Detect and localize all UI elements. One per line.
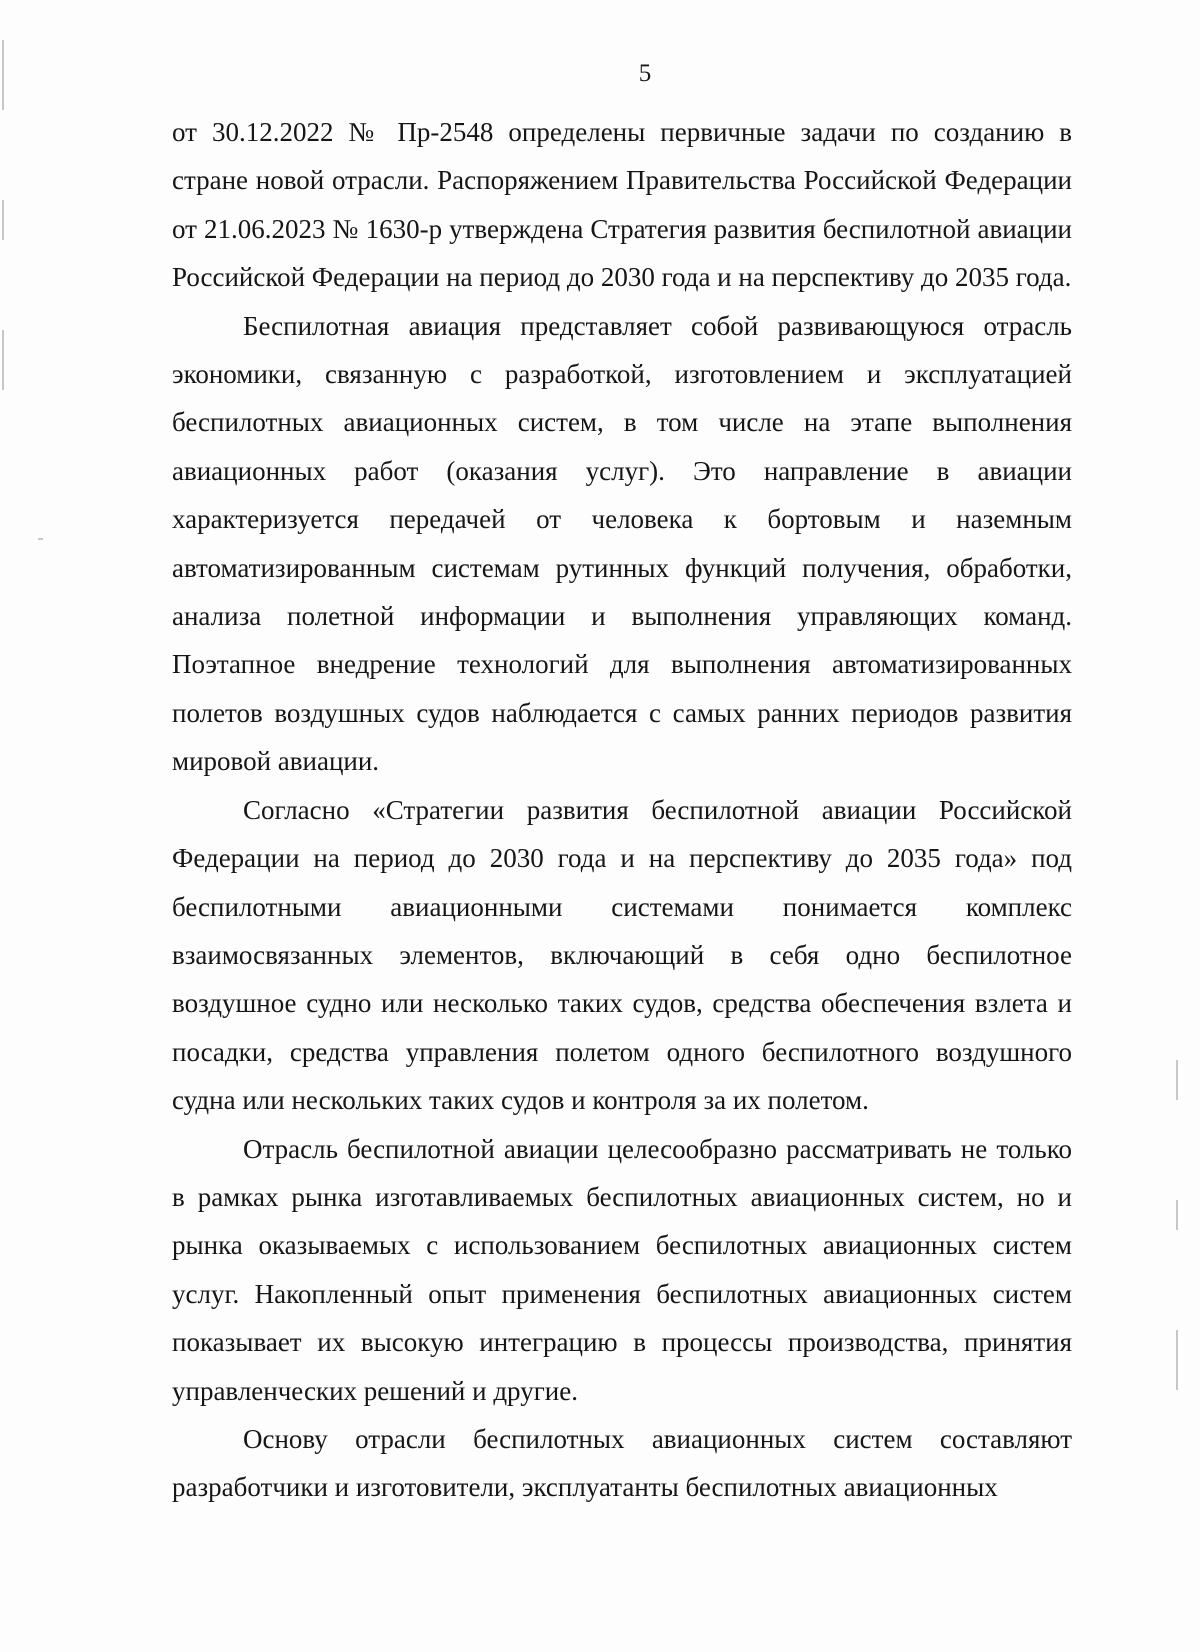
page-number: 5	[638, 60, 652, 87]
paragraph: Согласно «Стратегии развития беспилотной авиации Российской Федерации на период до 2030 года и на перспективу до 2035 года» под беспилотными авиационными системами понимается комплекс взаимосвязанных элементов, включающий в себя одно беспилотное воздушное судно или несколько таких судов, средства обеспечения взлета и посадки, средства управления полетом одного беспилотного воздушного судна или нескольких таких судов и контроля за их полетом.	[172, 794, 1072, 1116]
paragraph: Отрасль беспилотной авиации целесообразно рассматривать не только в рамках рынка изготавливаемых беспилотных авиационных систем, но и рынка оказываемых с использованием беспилотных авиационных систем услуг. Накопленный опыт применения беспилотных авиационных систем показывает их высокую интеграцию в процессы производства, принятия управленческих решений и другие.	[172, 1133, 1072, 1406]
scan-edge-mark	[2, 200, 4, 240]
scan-edge-mark	[1176, 1330, 1178, 1390]
scan-edge-mark	[38, 538, 43, 540]
scan-edge-mark	[1176, 1060, 1178, 1100]
scan-edge-mark	[1176, 1200, 1178, 1230]
paragraph: от 30.12.2022 № Пр-2548 определены первичные задачи по созданию в стране новой отрасли. Распоряжением Правительства Российской Федерации от 21.06.2023 № 1630-р утверждена Стратегия развития беспилотной авиации Российской Федерации на период до 2030 года и на перспективу до 2035 года.	[172, 117, 1072, 293]
scan-edge-mark	[2, 330, 4, 390]
paragraph: Основу отрасли беспилотных авиационных систем составляют разработчики и изготовители, эксплуатанты беспилотных авиационных	[172, 1423, 1072, 1503]
paragraph: Беспилотная авиация представляет собой развивающуюся отрасль экономики, связанную с разработкой, изготовлением и эксплуатацией беспилотных авиационных систем, в том числе на этапе выполнения авиационных работ (оказания услуг). Это направление в авиации характеризуется передачей от человека к бортовым и наземным автоматизированным системам рутинных функций получения, обработки, анализа полетной информации и выполнения управляющих команд. Поэтапное внедрение технологий для выполнения автоматизированных полетов воздушных судов наблюдается с самых ранних периодов развития мировой авиации.	[172, 310, 1072, 777]
document-body	[172, 108, 1072, 1512]
